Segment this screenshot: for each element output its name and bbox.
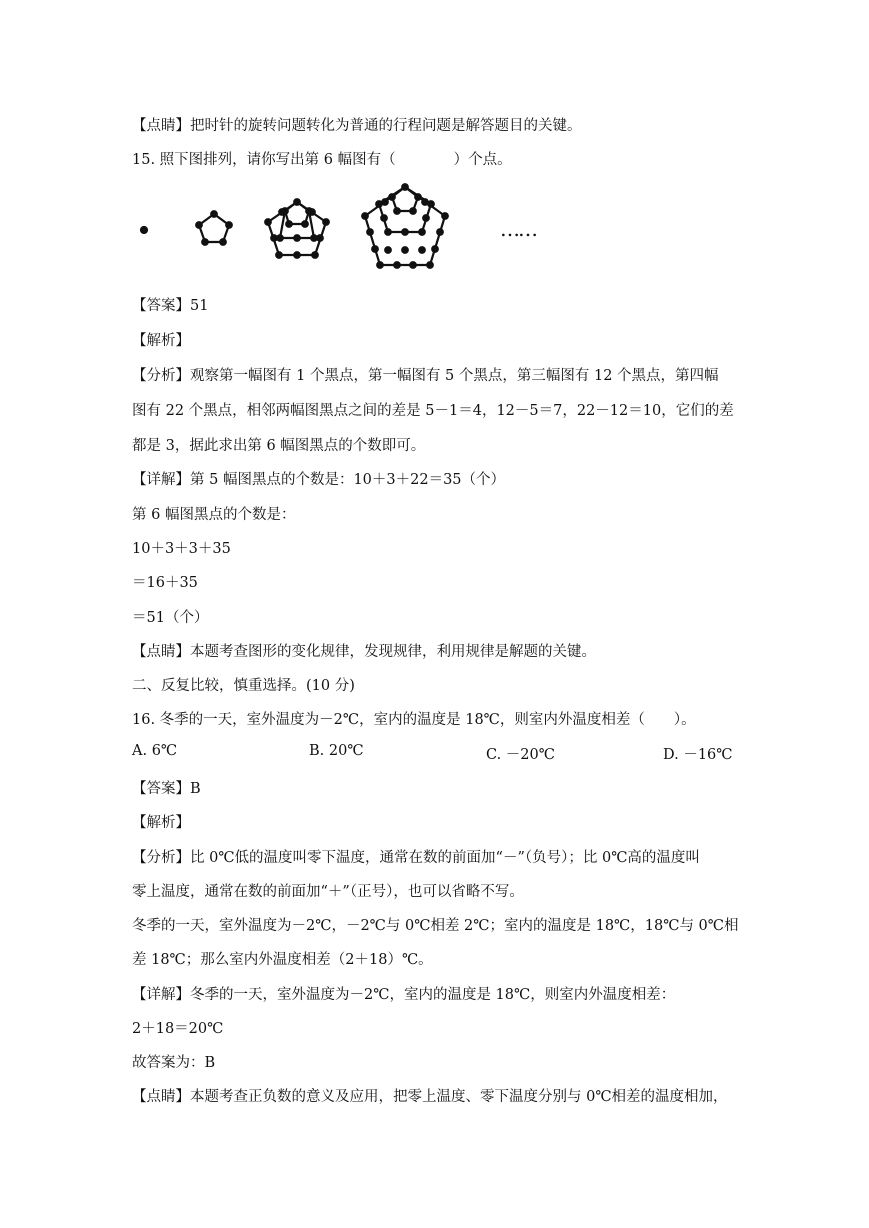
calc-line: ＝51（个） — [132, 610, 209, 626]
question-15: 15. 照下图排列，请你写出第 6 幅图有（ ）个点。 — [132, 152, 512, 168]
option-b: B. 20℃ — [309, 743, 364, 759]
figure-2-pentagon — [199, 214, 229, 242]
figure-2-dots — [196, 211, 232, 245]
detail-line: 第 6 幅图黑点的个数是： — [132, 507, 296, 523]
final-answer: 故答案为：B — [132, 1055, 216, 1071]
calc-line: 10＋3＋3＋35 — [132, 541, 231, 557]
answer-15: 【答案】51 — [132, 298, 209, 314]
note-line: 【点睛】本题考查图形的变化规律，发现规律，利用规律是解题的关键。 — [132, 644, 596, 660]
calc-line: ＝16＋35 — [132, 575, 198, 591]
answer-16: 【答案】B — [132, 781, 201, 797]
note-line: 【点睛】把时针的旋转问题转化为普通的行程问题是解答题目的关键。 — [132, 118, 582, 134]
figure-3-dots — [265, 199, 329, 258]
figure-3-pentagons — [268, 202, 326, 255]
analysis-heading: 【解析】 — [132, 815, 190, 831]
figure-ellipsis: …… — [500, 217, 536, 241]
figure-1-dot — [141, 227, 147, 233]
note-line: 【点睛】本题考查正负数的意义及应用，把零上温度、零下温度分别与 0℃相差的温度相加， — [132, 1089, 728, 1105]
analysis-line: 【分析】观察第一幅图有 1 个黑点，第一幅图有 5 个黑点，第三幅图有 12 个黑点，第四幅 — [132, 368, 719, 384]
analysis-line: 冬季的一天，室外温度为－2℃，－2℃与 0℃相差 2℃；室内的温度是 18℃，18℃与 0℃相 — [132, 918, 739, 934]
question-16: 16. 冬季的一天，室外温度为－2℃，室内的温度是 18℃，则室内外温度相差（ ）。 — [132, 712, 696, 728]
analysis-line: 【分析】比 0℃低的温度叫零下温度，通常在数的前面加“－”（负号）；比 0℃高的温度叫 — [132, 850, 700, 866]
analysis-line: 图有 22 个黑点，相邻两幅图黑点之间的差是 5－1＝4，12－5＝7，22－12＝10，它们的差 — [132, 403, 734, 419]
analysis-line: 差 18℃；那么室内外温度相差（2＋18）℃。 — [132, 952, 433, 968]
figure-4-dots — [362, 184, 448, 268]
dot-pattern-figure — [130, 180, 560, 272]
question-16-options — [132, 743, 734, 764]
analysis-line: 都是 3，据此求出第 6 幅图黑点的个数即可。 — [132, 438, 426, 454]
analysis-heading: 【解析】 — [132, 333, 190, 349]
calc-line: 2＋18＝20℃ — [132, 1021, 224, 1037]
option-d: D. －16℃ — [663, 747, 733, 763]
detail-line: 【详解】第 5 幅图黑点的个数是：10＋3＋22＝35（个） — [132, 472, 506, 488]
section-heading: 二、反复比较，慎重选择。(10 分) — [132, 678, 355, 694]
analysis-line: 零上温度，通常在数的前面加“＋”（正号），也可以省略不写。 — [132, 884, 524, 900]
detail-line: 【详解】冬季的一天，室外温度为－2℃，室内的温度是 18℃，则室内外温度相差： — [132, 987, 676, 1003]
option-a: A. 6℃ — [132, 743, 178, 759]
option-c: C. －20℃ — [486, 747, 555, 763]
